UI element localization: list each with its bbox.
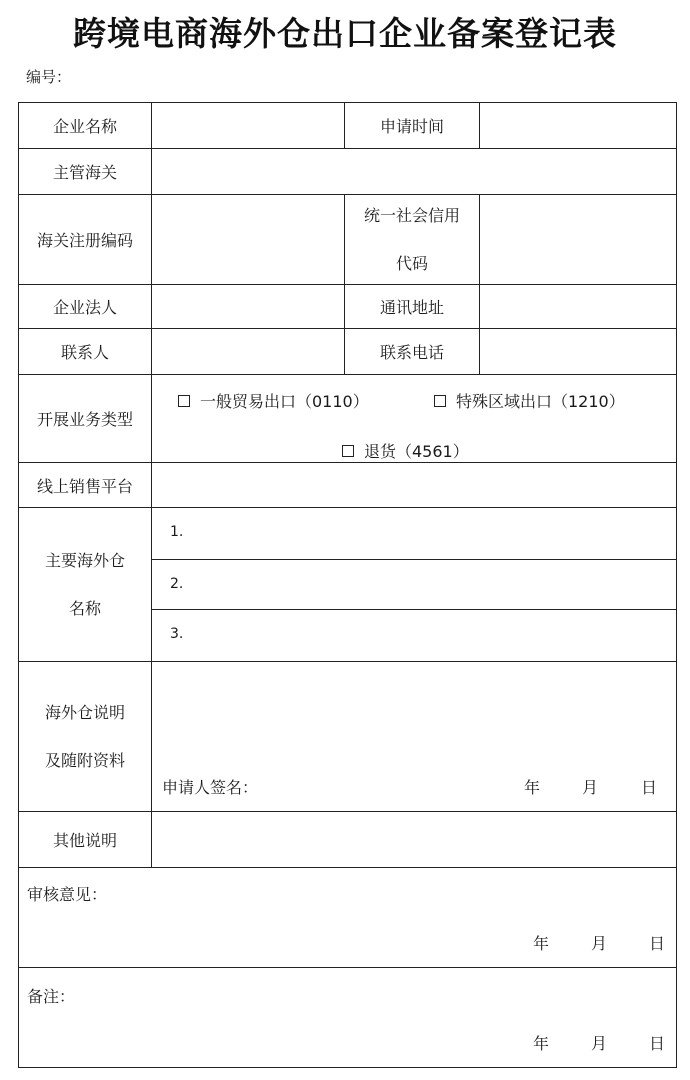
label-company-name: 企业名称	[18, 102, 152, 149]
warehouse-item-1[interactable]: 1.	[151, 507, 677, 560]
remarks-date-month: 月	[591, 1034, 608, 1053]
date-year: 年	[524, 778, 541, 797]
apply-time-field[interactable]	[479, 102, 677, 149]
contact-field[interactable]	[151, 328, 345, 375]
option-general-trade[interactable]: 一般贸易出口（0110）	[178, 389, 369, 412]
remarks-label: 备注：	[27, 987, 76, 1006]
applicant-signature-label: 申请人签名：	[162, 778, 259, 797]
review-opinion-label: 审核意见：	[27, 885, 108, 904]
date-month: 月	[582, 778, 599, 797]
customs-field[interactable]	[151, 148, 677, 195]
label-credit-code	[344, 194, 480, 285]
form-title: 跨境电商海外仓出口企业备案登记表	[73, 14, 617, 53]
checkbox-icon[interactable]	[342, 445, 354, 457]
credit-code-line1: 统一社会信用	[363, 205, 460, 225]
label-customs: 主管海关	[18, 148, 152, 195]
warehouse-item-3[interactable]: 3.	[151, 609, 677, 662]
review-date-year: 年	[533, 934, 550, 953]
company-name-field[interactable]	[151, 102, 345, 149]
label-business-type: 开展业务类型	[18, 374, 152, 463]
other-notes-field[interactable]	[151, 811, 677, 868]
business-type-options	[151, 374, 677, 463]
checkbox-icon[interactable]	[434, 395, 446, 407]
date-day: 日	[641, 778, 658, 797]
label-other-notes: 其他说明	[18, 811, 152, 868]
review-date-day: 日	[649, 934, 666, 953]
online-platform-field[interactable]	[151, 462, 677, 508]
remarks-section[interactable]	[18, 967, 677, 1068]
label-warehouse-description	[18, 661, 152, 812]
review-opinion-section[interactable]	[18, 867, 677, 968]
warehouse-line1: 主要海外仓	[44, 550, 125, 570]
label-online-platform: 线上销售平台	[18, 462, 152, 508]
review-date-month: 月	[591, 934, 608, 953]
phone-field[interactable]	[479, 328, 677, 375]
credit-code-field[interactable]	[479, 194, 677, 285]
option-special-zone[interactable]: 特殊区域出口（1210）	[434, 389, 625, 412]
label-phone: 联系电话	[344, 328, 480, 375]
warehouse-item-2[interactable]: 2.	[151, 559, 677, 610]
legal-person-field[interactable]	[151, 284, 345, 329]
credit-code-line2: 代码	[395, 253, 428, 273]
label-address: 通讯地址	[344, 284, 480, 329]
warehouse-description-field[interactable]	[151, 661, 677, 812]
checkbox-icon[interactable]	[178, 395, 190, 407]
label-apply-time: 申请时间	[344, 102, 480, 149]
label-legal-person: 企业法人	[18, 284, 152, 329]
desc-line2: 及随附资料	[44, 750, 125, 770]
label-warehouse-name	[18, 507, 152, 662]
serial-number-label: 编号：	[26, 68, 72, 86]
option-return[interactable]: 退货（4561）	[342, 439, 469, 462]
address-field[interactable]	[479, 284, 677, 329]
customs-reg-no-field[interactable]	[151, 194, 345, 285]
desc-line1: 海外仓说明	[44, 702, 125, 722]
remarks-date-year: 年	[533, 1034, 550, 1053]
label-customs-reg-no: 海关注册编码	[18, 194, 152, 285]
label-contact: 联系人	[18, 328, 152, 375]
warehouse-line2: 名称	[68, 598, 101, 618]
remarks-date-day: 日	[649, 1034, 666, 1053]
